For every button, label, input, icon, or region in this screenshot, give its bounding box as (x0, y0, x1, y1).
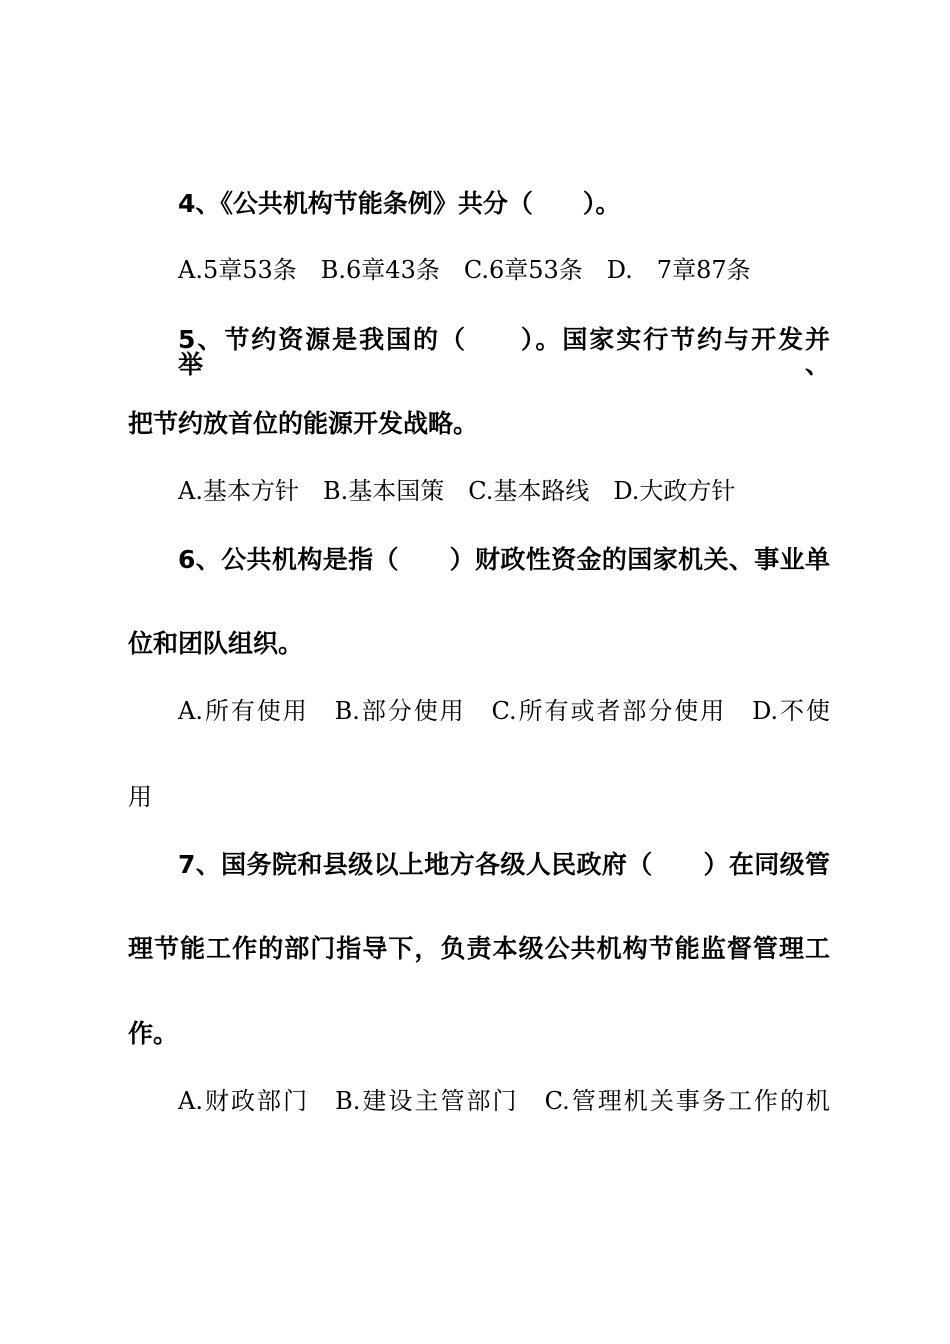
question-5-options: A.基本方针 B.基本国策 C.基本路线 D.大政方针 (178, 477, 736, 505)
question-7-line-2: 理节能工作的部门指导下，负责本级公共机构节能监督管理工 (128, 934, 830, 963)
question-5-line-2: 把节约放首位的能源开发战略。 (128, 409, 479, 438)
question-6-line-2: 位和团队组织。 (128, 629, 304, 658)
question-6-line-1: 6、公共机构是指（ ）财政性资金的国家机关、事业单 (178, 545, 830, 574)
question-6-options-line-1: A.所有使用 B.部分使用 C.所有或者部分使用 D.不使 (178, 697, 830, 725)
question-4-line-1: 4、《公共机构节能条例》共分（ ）。 (178, 189, 621, 218)
question-7-line-1: 7、国务院和县级以上地方各级人民政府（ ）在同级管 (178, 850, 830, 879)
question-7-options: A.财政部门 B.建设主管部门 C.管理机关事务工作的机 (178, 1087, 830, 1115)
question-7-line-3: 作。 (128, 1019, 179, 1048)
question-6-options-line-2: 用 (128, 783, 152, 811)
question-4-options: A.5章53条 B.6章43条 C.6章53条 D. 7章87条 (178, 256, 751, 284)
question-5-line-1: 5、节约资源是我国的（ ）。国家实行节约与开发并举、 (178, 325, 830, 379)
